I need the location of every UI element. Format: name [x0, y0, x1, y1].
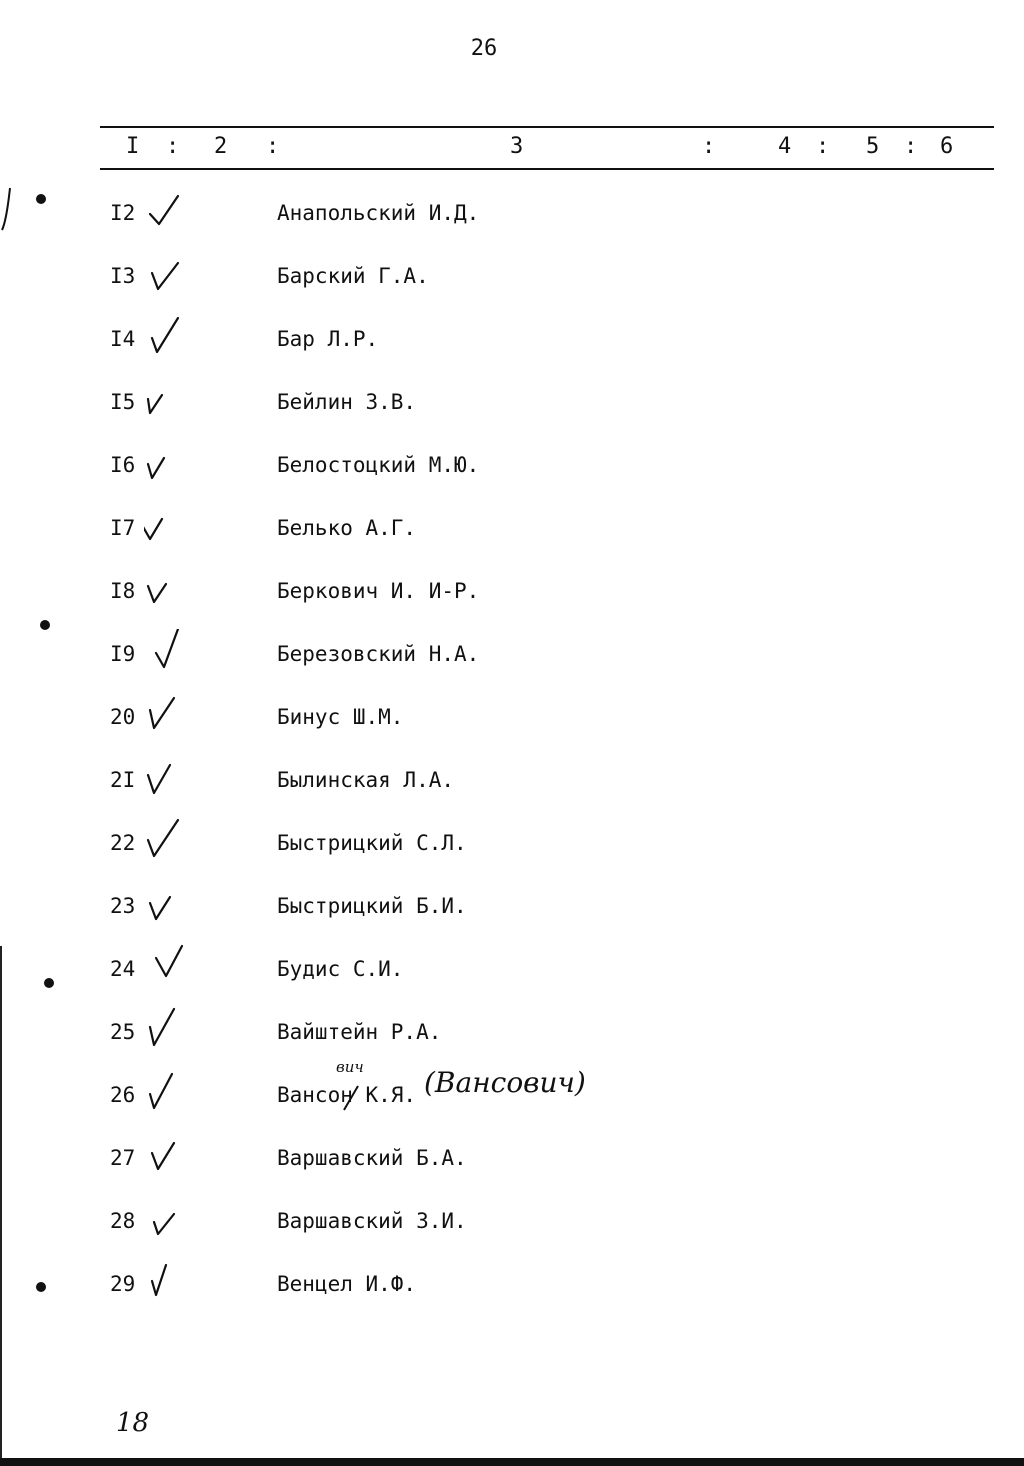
list-item: [0, 881, 1024, 931]
checkmark-icon: [144, 692, 188, 736]
entry-number: I2: [110, 201, 136, 225]
page-number: 26: [470, 36, 498, 61]
entry-name: Венцел И.Ф.: [277, 1272, 417, 1296]
checkmark-icon: [144, 1259, 188, 1303]
header-sep1: :: [166, 134, 180, 159]
entry-name: Бейлин З.В.: [277, 390, 417, 414]
checkmark-icon: [144, 755, 188, 799]
checkmark-icon: [144, 503, 188, 547]
strikethrough-mark: [340, 1082, 362, 1112]
entry-name: Анапольский И.Д.: [277, 201, 480, 225]
header-sep4: :: [816, 134, 830, 159]
list-item: [0, 377, 1024, 427]
table-top-rule: [100, 126, 994, 128]
entry-name: Варшавский Б.А.: [277, 1146, 467, 1170]
entry-number: 29: [110, 1272, 136, 1296]
entry-number: I9: [110, 642, 136, 666]
handwritten-insertion: вич: [336, 1058, 364, 1076]
entry-name: Березовский Н.А.: [277, 642, 480, 666]
list-item: [0, 1196, 1024, 1246]
entry-name: Бар Л.Р.: [277, 327, 379, 351]
entry-number: 24: [110, 957, 136, 981]
entry-number: 25: [110, 1020, 136, 1044]
header-col1: I: [126, 134, 140, 159]
header-sep5: :: [904, 134, 918, 159]
list-item: [0, 944, 1024, 994]
checkmark-icon: [144, 1196, 188, 1240]
bottom-edge-line: [0, 1458, 1024, 1466]
checkmark-icon: [144, 440, 188, 484]
entry-name: Былинская Л.А.: [277, 768, 455, 792]
entry-number: 26: [110, 1083, 136, 1107]
list-item: [0, 692, 1024, 742]
header-col5: 5: [866, 134, 880, 159]
entry-name: Белостоцкий М.Ю.: [277, 453, 480, 477]
entry-number: 20: [110, 705, 136, 729]
list-item: [0, 755, 1024, 805]
entry-number: I7: [110, 516, 136, 540]
list-item: [0, 188, 1024, 238]
list-item: [0, 566, 1024, 616]
checkmark-icon: [144, 188, 188, 232]
checkmark-icon: [144, 251, 188, 295]
entry-number: I8: [110, 579, 136, 603]
header-sep3: :: [702, 134, 716, 159]
checkmark-icon: [144, 1007, 188, 1051]
entry-name: Бинус Ш.М.: [277, 705, 404, 729]
list-item: [0, 629, 1024, 679]
header-col2: 2: [214, 134, 228, 159]
handwritten-sheet-number: 18: [116, 1408, 150, 1438]
list-item: [0, 440, 1024, 490]
list-item: [0, 818, 1024, 868]
entry-name: Вайштейн Р.А.: [277, 1020, 442, 1044]
list-item: [0, 1259, 1024, 1309]
checkmark-icon: [144, 629, 188, 673]
entry-name: Белько А.Г.: [277, 516, 417, 540]
entry-name: Быстрицкий С.Л.: [277, 831, 467, 855]
checkmark-icon: [144, 944, 188, 988]
checkmark-icon: [144, 566, 188, 610]
handwritten-annotation: (Вансович): [424, 1066, 586, 1099]
list-item: [0, 1133, 1024, 1183]
entry-name: Будис С.И.: [277, 957, 404, 981]
entry-name: Вансон К.Я.: [277, 1083, 417, 1107]
checkmark-icon: [144, 881, 188, 925]
list-item: [0, 503, 1024, 553]
entry-number: I3: [110, 264, 136, 288]
entry-number: I4: [110, 327, 136, 351]
table-bottom-rule: [100, 168, 994, 170]
entry-number: 2I: [110, 768, 136, 792]
list-item: [0, 314, 1024, 364]
checkmark-icon: [144, 818, 188, 862]
list-item: [0, 1007, 1024, 1057]
left-edge-line: [0, 946, 2, 1466]
checkmark-icon: [144, 314, 188, 358]
entry-number: 23: [110, 894, 136, 918]
entry-name: Барский Г.А.: [277, 264, 429, 288]
header-col3: 3: [510, 134, 524, 159]
list-item: [0, 251, 1024, 301]
header-col4: 4: [778, 134, 792, 159]
entry-number: 27: [110, 1146, 136, 1170]
header-sep2: :: [266, 134, 280, 159]
checkmark-icon: [144, 377, 188, 421]
entry-number: 22: [110, 831, 136, 855]
entry-number: I6: [110, 453, 136, 477]
entry-name: Беркович И. И-Р.: [277, 579, 480, 603]
header-col6: 6: [940, 134, 954, 159]
entry-number: I5: [110, 390, 136, 414]
entry-name: Быстрицкий Б.И.: [277, 894, 467, 918]
checkmark-icon: [144, 1070, 188, 1114]
entry-number: 28: [110, 1209, 136, 1233]
checkmark-icon: [144, 1133, 188, 1177]
entry-name: Варшавский З.И.: [277, 1209, 467, 1233]
